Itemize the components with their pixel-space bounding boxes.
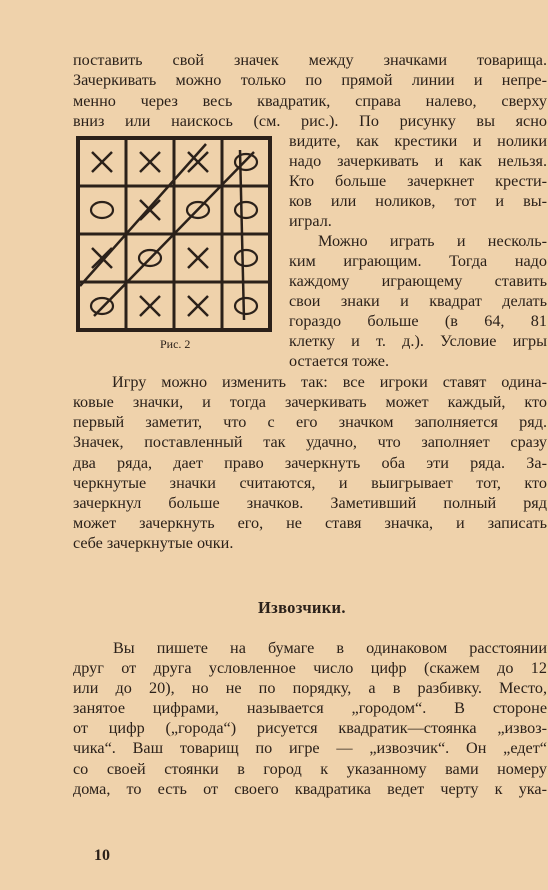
text-line: клетку и т. д.). Условие игры: [289, 332, 547, 350]
tic-tac-toe-figure: [76, 136, 272, 332]
cross-mark: [140, 296, 160, 316]
text-line: со своей стоянки в город к указанному вами номеру: [73, 760, 547, 778]
cross-mark: [140, 152, 160, 172]
text-line: ков или ноликов, тот и вы-: [289, 192, 547, 210]
text-line: чика“. Ваш товарищ по игре — „извозчик“. Он „едет“: [73, 739, 547, 757]
figure-caption: Рис. 2: [160, 337, 191, 351]
text-line: Вы пишете на бумаге в одинаковом расстоянии: [113, 639, 547, 657]
text-line: может зачеркнуть его, не ставя значка, и записать: [73, 514, 547, 532]
text-line: Игру можно изменить так: все игроки ставят одина-: [112, 373, 547, 391]
text-line: два ряда, дает право зачеркнуть оба эти ряда. За-: [73, 454, 547, 472]
page-number: 10: [94, 847, 110, 864]
cross-mark: [188, 296, 208, 316]
text-line: Значек, поставленный так удачно, что заполняет сразу: [73, 433, 547, 451]
text-line: дома, то есть от своего квадратика ведет черту к ука-: [73, 780, 547, 798]
text-line: остается тоже.: [289, 352, 390, 370]
text-line: зачеркнул больше значков. Заметивший полный ряд: [73, 494, 547, 512]
text-line: от цифр („города“) рисуется квадратик—стоянка „извоз-: [73, 719, 547, 737]
text-line: свои знаки и квадрат делать: [289, 292, 547, 310]
text-line: черкнутые значки считаются, и выигрывает тот, кто: [73, 474, 547, 492]
text-line: первый заметит, что с его значком заполняется ряд.: [73, 413, 547, 431]
text-line: поставить свой значек между значками товарища.: [73, 51, 547, 69]
text-line: Кто больше зачеркнет крести-: [289, 172, 547, 190]
text-line: играл.: [289, 212, 332, 230]
text-line: Зачеркивать можно только по прямой линии и непре-: [73, 71, 547, 89]
text-line: видите, как крестики и нолики: [289, 132, 547, 150]
nought-mark: [235, 250, 257, 266]
cross-mark: [188, 248, 208, 268]
text-line: менно через весь квадратик, справа налево, сверху: [73, 92, 547, 110]
text-line: надо зачеркивать и как нельзя.: [289, 152, 547, 170]
text-line: вниз или наискось (см. рис.). По рисунку вы ясно: [73, 112, 547, 130]
text-line: друг от друга условленное число цифр (скажем до 12: [73, 659, 547, 677]
text-line: занятое цифрами, называется „городом“. В стороне: [73, 699, 547, 717]
text-line: гораздо больше (в 64, 81: [289, 312, 547, 330]
nought-mark: [235, 202, 257, 218]
text-line: Можно играть и несколь-: [318, 232, 547, 250]
nought-mark: [235, 298, 257, 314]
text-line: себе зачеркнутые очки.: [73, 534, 234, 552]
text-line: каждому играющему ставить: [289, 272, 547, 290]
text-line: ковые значки, и тогда зачеркивать может каждый, кто: [73, 393, 547, 411]
cross-mark: [92, 152, 112, 172]
nought-mark: [91, 202, 113, 218]
cross-mark: [140, 200, 160, 220]
cross-mark: [92, 248, 112, 268]
text-line: ким играющим. Тогда надо: [289, 252, 547, 270]
text-line: или до 20), но не по порядку, а в разбивку. Место,: [73, 679, 547, 697]
section-heading: Извозчики.: [258, 598, 346, 617]
